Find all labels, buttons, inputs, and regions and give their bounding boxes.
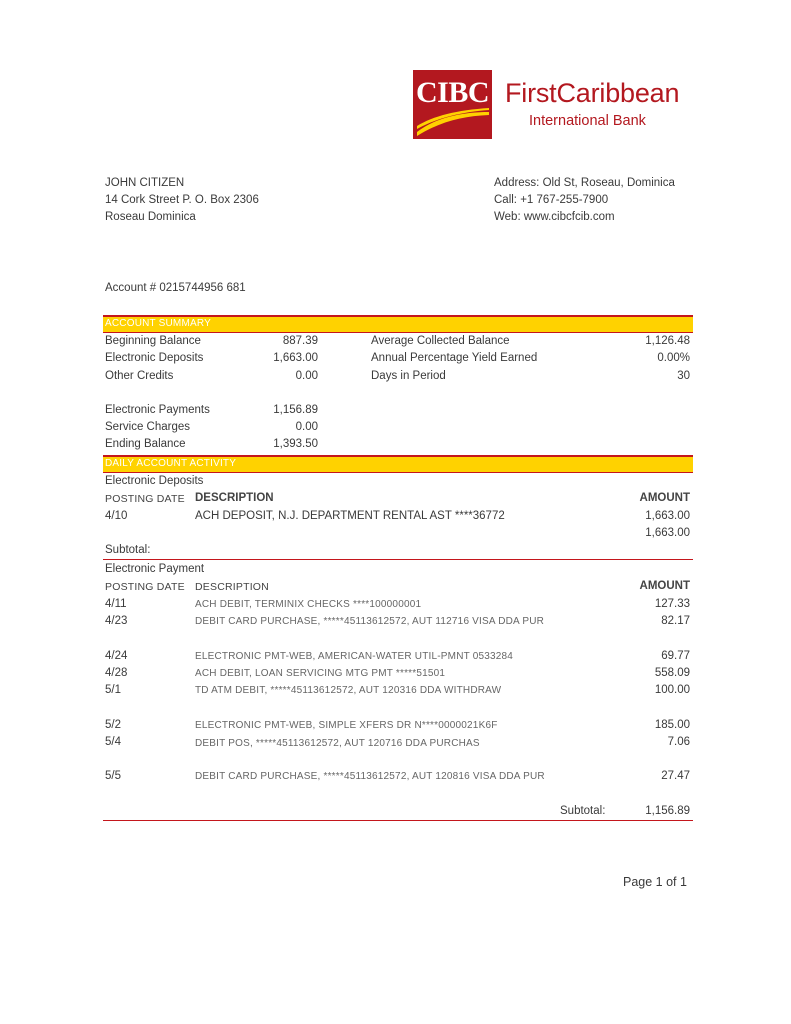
- summary-value: 1,126.48: [645, 335, 690, 347]
- row-description: TD ATM DEBIT, *****45113612572, AUT 120316 DDA WITHDRAW: [195, 685, 502, 696]
- payments-subtotal-label: Subtotal:: [560, 805, 606, 817]
- customer-name: JOHN CITIZEN: [105, 177, 185, 189]
- summary-label: Annual Percentage Yield Earned: [371, 352, 538, 364]
- account-summary-bar: [103, 315, 693, 333]
- customer-address-line2: Roseau Dominica: [105, 211, 196, 223]
- page-number: Page 1 of 1: [623, 875, 687, 889]
- payments-section-title: Electronic Payment: [105, 563, 205, 575]
- summary-label: Days in Period: [371, 370, 446, 382]
- row-date: 4/23: [105, 615, 128, 627]
- bank-web: Web: www.cibcfcib.com: [494, 211, 615, 223]
- deposits-subtotal-value: 1,663.00: [645, 527, 690, 539]
- row-description: DEBIT CARD PURCHASE, *****45113612572, AUT 112716 VISA DDA PUR: [195, 616, 545, 627]
- payments-col-date: POSTING DATE: [105, 581, 185, 593]
- bank-phone: Call: +1 767-255-7900: [494, 194, 609, 206]
- row-description: ACH DEBIT, LOAN SERVICING MTG PMT *****51501: [195, 668, 446, 679]
- payments-col-desc: DESCRIPTION: [195, 581, 269, 593]
- summary-label: Electronic Payments: [105, 404, 210, 416]
- row-date: 4/24: [105, 650, 128, 662]
- bank-subtitle: International Bank: [529, 113, 646, 129]
- daily-activity-bar: [103, 455, 693, 473]
- summary-value: 887.39: [282, 335, 318, 347]
- row-amount: 82.17: [661, 615, 690, 627]
- summary-value: 0.00: [295, 421, 318, 433]
- deposits-col-date: POSTING DATE: [105, 493, 185, 505]
- row-description: ACH DEPOSIT, N.J. DEPARTMENT RENTAL AST ****36772: [195, 510, 505, 522]
- summary-value: 0.00: [295, 370, 318, 382]
- summary-value: 1,156.89: [273, 404, 318, 416]
- row-date: 5/1: [105, 684, 121, 696]
- daily-activity-title: DAILY ACCOUNT ACTIVITY: [105, 458, 237, 469]
- row-amount: 1,663.00: [645, 510, 690, 522]
- row-amount: 7.06: [667, 736, 690, 748]
- row-date: 4/11: [105, 598, 127, 610]
- row-description: ACH DEBIT, TERMINIX CHECKS ****100000001: [195, 599, 422, 610]
- row-description: DEBIT CARD PURCHASE, *****45113612572, AUT 120816 VISA DDA PUR: [195, 771, 545, 782]
- row-description: ELECTRONIC PMT-WEB, SIMPLE XFERS DR N****0000021K6F: [195, 720, 498, 731]
- row-amount: 185.00: [654, 719, 690, 731]
- row-amount: 127.33: [654, 598, 690, 610]
- deposits-section-title: Electronic Deposits: [105, 475, 204, 487]
- summary-value: 1,663.00: [273, 352, 318, 364]
- row-description: DEBIT POS, *****45113612572, AUT 120716 DDA PURCHAS: [195, 738, 480, 749]
- summary-label: Average Collected Balance: [371, 335, 510, 347]
- account-summary-title: ACCOUNT SUMMARY: [105, 318, 211, 329]
- payments-subtotal-value: 1,156.89: [645, 805, 690, 817]
- row-date: 5/2: [105, 719, 121, 731]
- row-amount: 100.00: [654, 684, 690, 696]
- payments-col-amount: AMOUNT: [639, 580, 690, 592]
- row-date: 4/28: [105, 667, 128, 679]
- row-amount: 69.77: [661, 650, 690, 662]
- payments-divider: [103, 820, 693, 821]
- summary-value: 0.00%: [657, 352, 690, 364]
- row-date: 4/10: [105, 510, 128, 522]
- summary-label: Beginning Balance: [105, 335, 201, 347]
- cibc-logo: [413, 70, 492, 139]
- row-description: ELECTRONIC PMT-WEB, AMERICAN-WATER UTIL-PMNT 0533284: [195, 651, 514, 662]
- summary-label: Electronic Deposits: [105, 352, 204, 364]
- row-date: 5/5: [105, 770, 121, 782]
- deposits-col-amount: AMOUNT: [639, 492, 690, 504]
- row-amount: 27.47: [661, 770, 690, 782]
- row-date: 5/4: [105, 736, 121, 748]
- swoosh-icon: [413, 106, 492, 139]
- deposits-divider: [103, 559, 693, 560]
- summary-value: 30: [677, 370, 690, 382]
- summary-label: Service Charges: [105, 421, 191, 433]
- deposits-subtotal-label: Subtotal:: [105, 544, 151, 556]
- bank-name: FirstCaribbean: [505, 78, 680, 108]
- summary-value: 1,393.50: [273, 438, 318, 450]
- customer-address-line1: 14 Cork Street P. O. Box 2306: [105, 194, 259, 206]
- summary-label: Ending Balance: [105, 438, 186, 450]
- summary-label: Other Credits: [105, 370, 174, 382]
- account-number: Account # 0215744956 681: [105, 282, 246, 294]
- logo-text: CIBC: [415, 76, 489, 109]
- deposits-col-desc: DESCRIPTION: [195, 492, 274, 504]
- row-amount: 558.09: [654, 667, 690, 679]
- bank-address: Address: Old St, Roseau, Dominica: [494, 177, 675, 189]
